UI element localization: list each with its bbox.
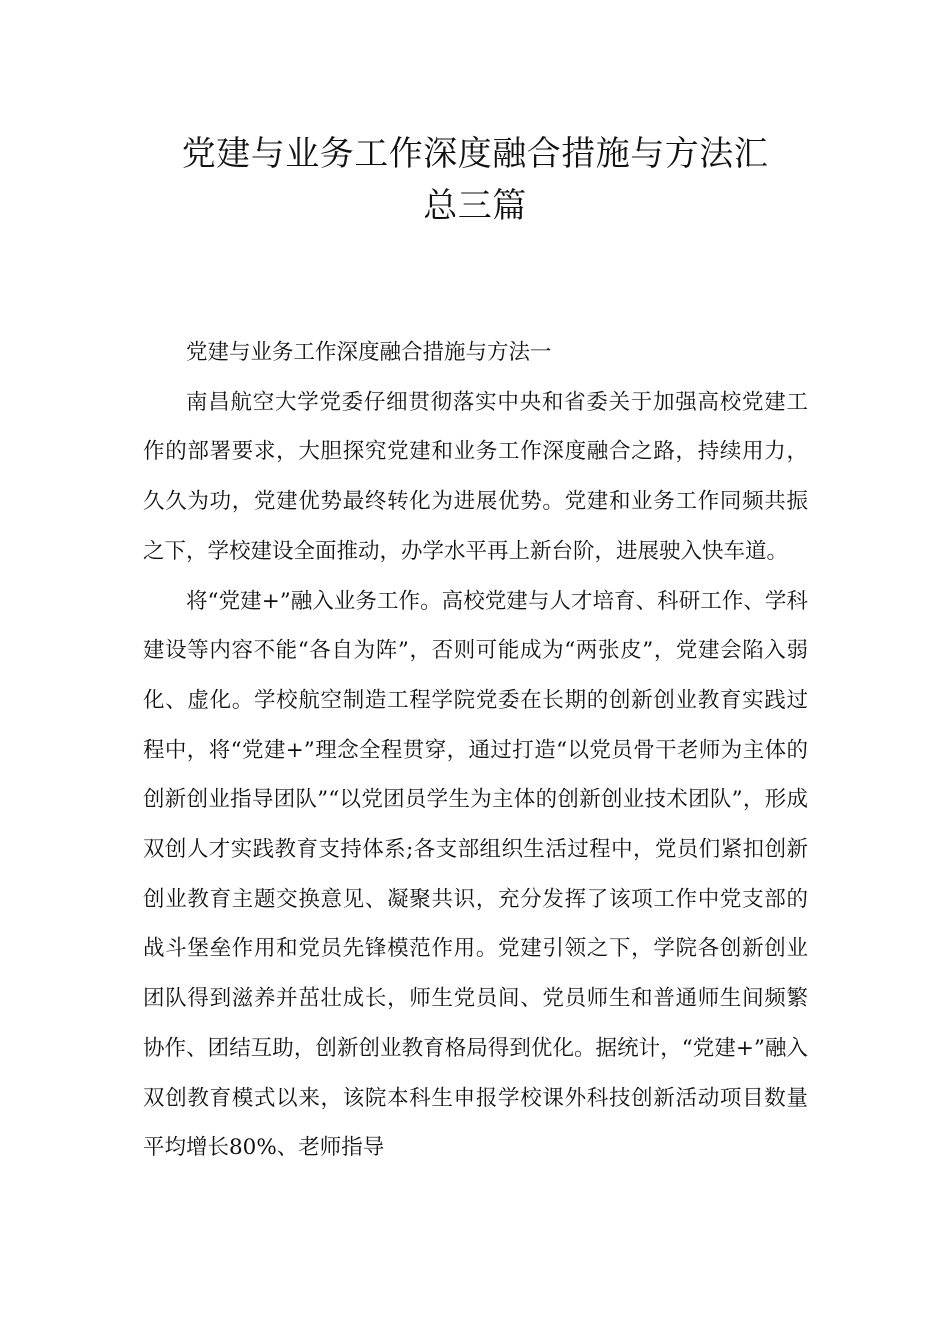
title-line-1: 党建与业务工作深度融合措施与方法汇 — [181, 134, 769, 174]
document-title — [130, 128, 820, 232]
document-body — [143, 328, 808, 1173]
paragraph-2: 将“党建+”融入业务工作。高校党建与人才培育、科研工作、学科建设等内容不能“各自为阵”，否则可能成为“两张皮”，党建会陷入弱化、虚化。学校航空制造工程学院党委在长期的创新创业教育实践过程中，将“党建+”理念全程贯穿，通过打造“以党员骨干老师为主体的创新创业指导团队”“以党团员学生为主体的创新创业技术团队”，形成双创人才实践教育支持体系;各支部组织生活过程中，党员们紧扣创新创业教育主题交换意见、凝聚共识，充分发挥了该项工作中党支部的战斗堡垒作用和党员先锋模范作用。党建引领之下，学院各创新创业团队得到滋养并茁壮成长，师生党员间、党员师生和普通师生间频繁协作、团结互助，创新创业教育格局得到优化。据统计，“党建+”融入双创教育模式以来，该院本科生申报学校课外科技创新活动项目数量平均增长80%、老师指导 — [143, 588, 808, 1161]
section-heading: 党建与业务工作深度融合措施与方法一 — [186, 340, 552, 365]
title-line-2: 总三篇 — [423, 186, 527, 226]
paragraph-1: 南昌航空大学党委仔细贯彻落实中央和省委关于加强高校党建工作的部署要求，大胆探究党建和业务工作深度融合之路，持续用力，久久为功，党建优势最终转化为进展优势。党建和业务工作同频共振之下，学校建设全面推动，办学水平再上新台阶，进展驶入快车道。 — [143, 389, 808, 564]
